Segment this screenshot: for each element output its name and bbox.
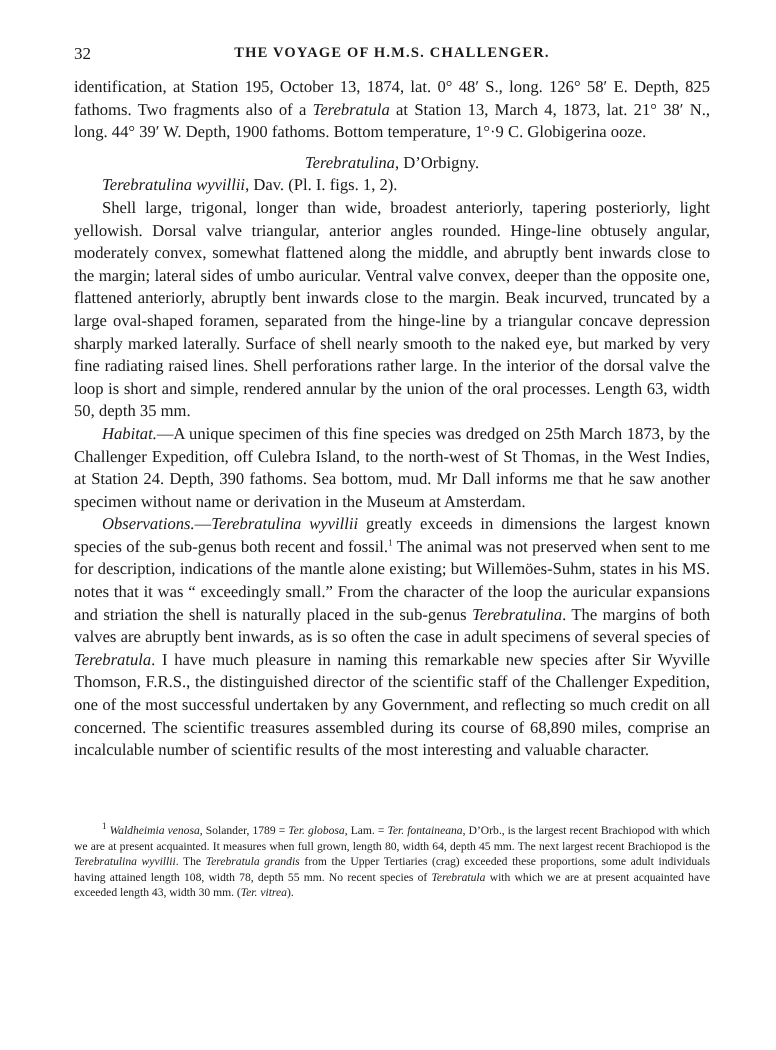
- footnote-1: $^1$ Waldheimia venosa, Solander, 1789 = Ter. globosa, Lam. = Ter. fontaineana, D’Orb., is the largest recent Brachiopod with which we are at present acquainted. It measures when full grown, length 80, width 64, depth 45 mm. The next largest recent Brachiopod is the Terebratulina wyvillii. The Terebratula grandis from the Upper Tertiaries (crag) exceeded these proportions, some adult individuals having attained length 108, width 78, depth 55 mm. No recent species of Terebratula with which we are at present acquainted have exceeded length 43, width 30 mm. (Ter. vitrea).: [74, 821, 711, 900]
- footnote-mark: 1: [102, 821, 107, 832]
- footnote-reference[interactable]: 1: [388, 537, 393, 548]
- footnotes: [74, 823, 710, 901]
- main-text: [74, 76, 710, 762]
- description-paragraph: Shell large, trigonal, longer than wide, broadest anteriorly, tapering posteriorly, light yellowish. Dorsal valve triangular, anterior angles rounded. Hinge-line obtusely angular, moderately convex, somewhat flattened along the middle, and abruptly bent inwards close to the margin; lateral sides of umbo auricular. Ventral valve convex, deeper than the opposite one, flattened anteriorly, abruptly bent inwards close to the margin. Beak incurved, truncated by a large oval-shaped foramen, separated from the hinge-line by a triangular concave depression sharply marked laterally. Surface of shell nearly smooth to the naked eye, but marked by very fine radiating raised lines. Shell perforations rather large. In the interior of the dorsal valve the loop is short and simple, rendered annular by the union of the oral processes. Length 63, width 50, depth 35 mm.: [74, 197, 710, 421]
- genus-heading: Terebratulina, D’Orbigny.: [304, 152, 480, 172]
- page-header: [74, 44, 710, 68]
- observations-paragraph: Observations.—Terebratulina wyvillii greatly exceeds in dimensions the largest known species of the sub-genus both recent and fossil.$^1$ The animal was not preserved when sent to me for description, indications of the mantle alone existing; but Willemöes-Suhm, states in his MS. notes that it was “ exceedingly small.” From the character of the loop the auricular expansions and striation the shell is naturally placed in the sub-genus Terebratulina. The margins of both valves are abruptly bent inwards, as is so often the case in adult specimens of several species of Terebratula. I have much pleasure in naming this remarkable new species after Sir Wyville Thomson, F.R.S., the distinguished director of the scientific staff of the Challenger Expedition, one of the most successful undertaken by any Government, and reflecting so much credit on all concerned. The scientific treasures assembled during its course of 68,890 miles, comprise an incalculable number of scientific results of the most interesting and valuable character.: [74, 514, 710, 760]
- habitat-paragraph: Habitat.—A unique specimen of this fine species was dredged on 25th March 1873, by the Challenger Expedition, off Culebra Island, to the north-west of St Thomas, in the West Indies, at Station 24. Depth, 390 fathoms. Sea bottom, mud. Mr Dall informs me that he saw another specimen without name or derivation in the Museum at Amsterdam.: [74, 423, 710, 511]
- page-number: 32: [74, 44, 91, 63]
- habitat-label: Habitat.: [102, 423, 157, 443]
- species-title: Terebratulina wyvillii, Dav. (Pl. I. figs. 1, 2).: [102, 175, 398, 195]
- running-title: THE VOYAGE OF H.M.S. CHALLENGER.: [234, 45, 550, 61]
- observations-label: Observations.: [102, 514, 195, 534]
- continuation-paragraph: identification, at Station 195, October 13, 1874, lat. 0° 48′ S., long. 126° 58′ E. Depth, 825 fathoms. Two fragments also of a Terebratula at Station 13, March 4, 1873, lat. 21° 38′ N., long. 44° 39′ W. Depth, 1900 fathoms. Bottom temperature, 1°·9 C. Globigerina ooze.: [74, 77, 710, 142]
